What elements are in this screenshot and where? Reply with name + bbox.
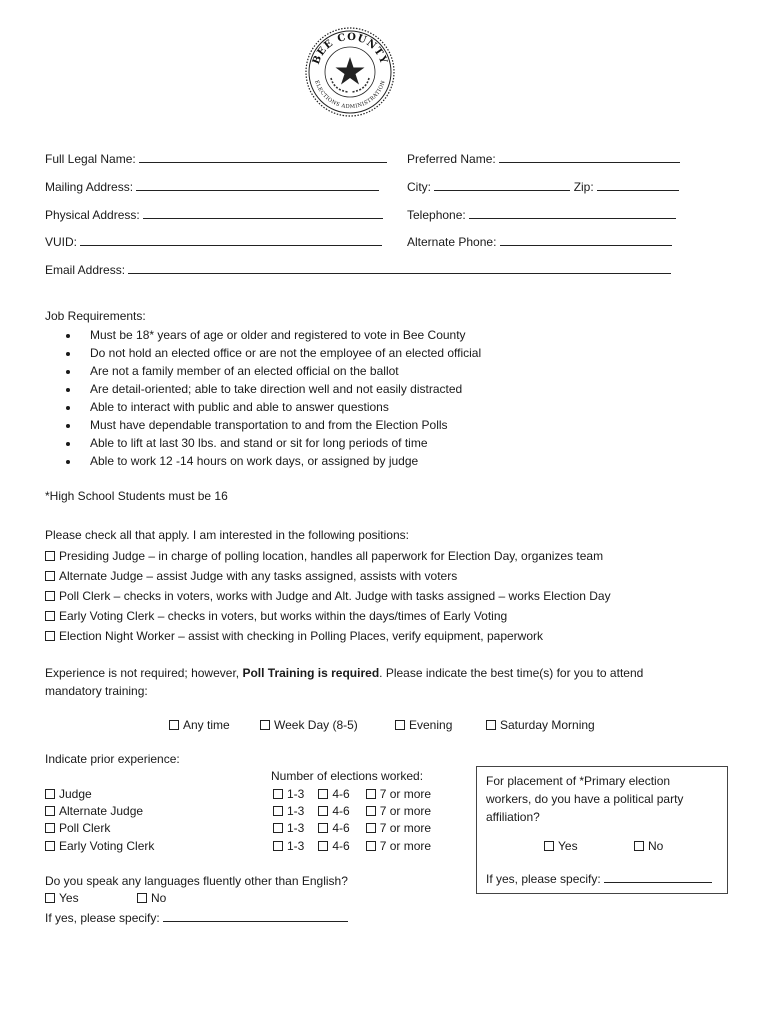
zip-label: Zip: [573,180,594,194]
checkbox[interactable] [318,789,328,799]
count-label: 7 or more [379,804,432,818]
party-specify-label: If yes, please specify: [486,872,601,886]
vuid-field[interactable] [45,233,382,249]
checkbox[interactable] [45,789,55,799]
training-option[interactable] [395,718,452,732]
full-name-field[interactable] [45,150,387,166]
count-label: 1-3 [287,821,305,835]
checkbox[interactable] [634,841,644,851]
mailing-address-label: Mailing Address: [45,180,134,194]
checkbox[interactable] [137,893,147,903]
count-row [273,839,431,853]
checkbox[interactable] [366,789,376,799]
training-post: . Please indicate the best time(s) for you to attend [379,666,644,680]
email-line[interactable] [128,261,671,274]
checkbox[interactable] [45,571,55,581]
languages-no-option[interactable] [137,891,166,905]
position-option[interactable] [45,566,611,586]
party-yes-label: Yes [558,839,578,853]
positions-list [45,546,611,646]
city-label: City: [407,180,431,194]
languages-yes-option[interactable] [45,891,79,905]
position-option[interactable] [45,586,611,606]
checkbox[interactable] [45,893,55,903]
party-yes-option[interactable] [544,839,578,853]
seal-top-text: BEE COUNTY [310,31,390,67]
telephone-line[interactable] [469,206,676,219]
count-label: 7 or more [379,787,432,801]
role-option[interactable] [45,821,110,835]
city-line[interactable] [434,178,570,191]
requirement-item: • Must be 18* years of age or older and registered to vote in Bee County [80,326,481,344]
languages-specify-field[interactable] [45,909,348,925]
position-label: Early Voting Clerk – checks in voters, but works within the days/times of Early Voting [59,609,508,623]
seal-bottom-text: ELECTIONS ADMINISTRATION [313,79,387,111]
checkbox[interactable] [45,631,55,641]
telephone-label: Telephone: [407,208,466,222]
checkbox[interactable] [366,823,376,833]
alt-phone-line[interactable] [500,233,672,246]
checkbox[interactable] [45,806,55,816]
position-label: Alternate Judge – assist Judge with any tasks assigned, assists with voters [59,569,458,583]
training-option-label: Saturday Morning [500,718,595,732]
training-option[interactable] [260,718,358,732]
languages-specify-label: If yes, please specify: [45,911,160,925]
position-option[interactable] [45,546,611,566]
experience-heading: Indicate prior experience: [45,752,180,766]
count-label: 4-6 [332,839,350,853]
telephone-field[interactable] [407,206,676,222]
party-no-label: No [648,839,664,853]
checkbox[interactable] [45,841,55,851]
count-label: 4-6 [332,787,350,801]
email-field[interactable] [45,261,671,277]
party-question-line3: affiliation? [486,810,540,824]
alt-phone-label: Alternate Phone: [407,235,497,249]
requirement-item: • Able to lift at last 30 lbs. and stand or sit for long periods of time [80,434,481,452]
position-label: Presiding Judge – in charge of polling location, handles all paperwork for Election Day, organizes team [59,549,604,563]
checkbox[interactable] [486,720,496,730]
count-label: 1-3 [287,839,305,853]
checkbox[interactable] [273,789,283,799]
languages-yes-label: Yes [59,891,79,905]
full-name-label: Full Legal Name: [45,152,136,166]
training-required: Poll Training is required [242,666,380,680]
training-option[interactable] [486,718,595,732]
requirement-item: • Are not a family member of an elected official on the ballot [80,362,481,380]
checkbox[interactable] [45,611,55,621]
role-option[interactable] [45,839,154,853]
party-specify-line[interactable] [604,870,712,883]
vuid-line[interactable] [80,233,382,246]
party-specify-field[interactable] [486,870,712,886]
count-label: 1-3 [287,787,305,801]
training-line2: mandatory training: [45,684,148,698]
languages-specify-line[interactable] [163,909,348,922]
checkbox[interactable] [45,823,55,833]
city-zip-field[interactable] [407,178,679,194]
languages-question: Do you speak any languages fluently other than English? [45,874,348,888]
positions-intro: Please check all that apply. I am interested in the following positions: [45,528,409,542]
training-pre: Experience is not required; however, [45,666,240,680]
role-label: Early Voting Clerk [59,839,155,853]
languages-no-label: No [151,891,167,905]
mailing-address-field[interactable] [45,178,379,194]
physical-address-label: Physical Address: [45,208,140,222]
requirement-item: • Are detail-oriented; able to take direction well and not easily distracted [80,380,481,398]
count-label: 7 or more [379,839,432,853]
checkbox[interactable] [366,841,376,851]
age-footnote: *High School Students must be 16 [45,489,228,503]
count-row [273,821,431,835]
requirements-heading: Job Requirements: [45,309,146,323]
count-label: 1-3 [287,804,305,818]
party-no-option[interactable] [634,839,663,853]
training-option-label: Week Day (8-5) [274,718,358,732]
role-option[interactable] [45,787,92,801]
county-seal-logo [304,26,396,118]
party-question-line2: workers, do you have a political party [486,792,684,806]
checkbox[interactable] [260,720,270,730]
count-label: 4-6 [332,821,350,835]
role-label: Alternate Judge [59,804,144,818]
vuid-label: VUID: [45,235,78,249]
requirement-item: • Must have dependable transportation to and from the Election Polls [80,416,481,434]
email-label: Email Address: [45,263,126,277]
requirement-item: • Able to interact with public and able to answer questions [80,398,481,416]
checkbox[interactable] [318,841,328,851]
count-row [273,804,431,818]
preferred-name-line[interactable] [499,150,680,163]
position-option[interactable] [45,606,611,626]
zip-line[interactable] [597,178,679,191]
checkbox[interactable] [273,823,283,833]
checkbox[interactable] [318,806,328,816]
requirement-item: • Able to work 12 -14 hours on work days, or assigned by judge [80,452,481,470]
checkbox[interactable] [366,806,376,816]
training-option-label: Any time [183,718,230,732]
checkbox[interactable] [273,841,283,851]
mailing-address-line[interactable] [136,178,379,191]
role-label: Poll Clerk [59,821,111,835]
position-option[interactable] [45,626,611,646]
checkbox[interactable] [318,823,328,833]
svg-text:ELECTIONS ADMINISTRATION [313,80,387,110]
position-label: Poll Clerk – checks in voters, works with Judge and Alt. Judge with tasks assigned – works Election Day [59,589,611,603]
elections-count-heading: Number of elections worked: [271,769,424,783]
physical-address-line[interactable] [143,206,383,219]
checkbox[interactable] [544,841,554,851]
physical-address-field[interactable] [45,206,383,222]
requirement-item: • Do not hold an elected office or are not the employee of an elected official [80,344,481,362]
count-label: 4-6 [332,804,350,818]
role-option[interactable] [45,804,143,818]
position-label: Election Night Worker – assist with checking in Polling Places, verify equipment, paperwork [59,629,543,643]
training-text [45,666,643,680]
checkbox[interactable] [395,720,405,730]
full-name-line[interactable] [139,150,387,163]
checkbox[interactable] [273,806,283,816]
alt-phone-field[interactable] [407,233,672,249]
count-row [273,787,431,801]
checkbox[interactable] [45,551,55,561]
checkbox[interactable] [169,720,179,730]
preferred-name-label: Preferred Name: [407,152,496,166]
preferred-name-field[interactable] [407,150,680,166]
count-label: 7 or more [379,821,432,835]
role-label: Judge [59,787,92,801]
requirements-list [62,326,481,470]
training-option[interactable] [169,718,230,732]
party-affiliation-box [476,766,728,894]
party-question-line1: For placement of *Primary election [486,774,671,788]
training-option-label: Evening [409,718,453,732]
checkbox[interactable] [45,591,55,601]
